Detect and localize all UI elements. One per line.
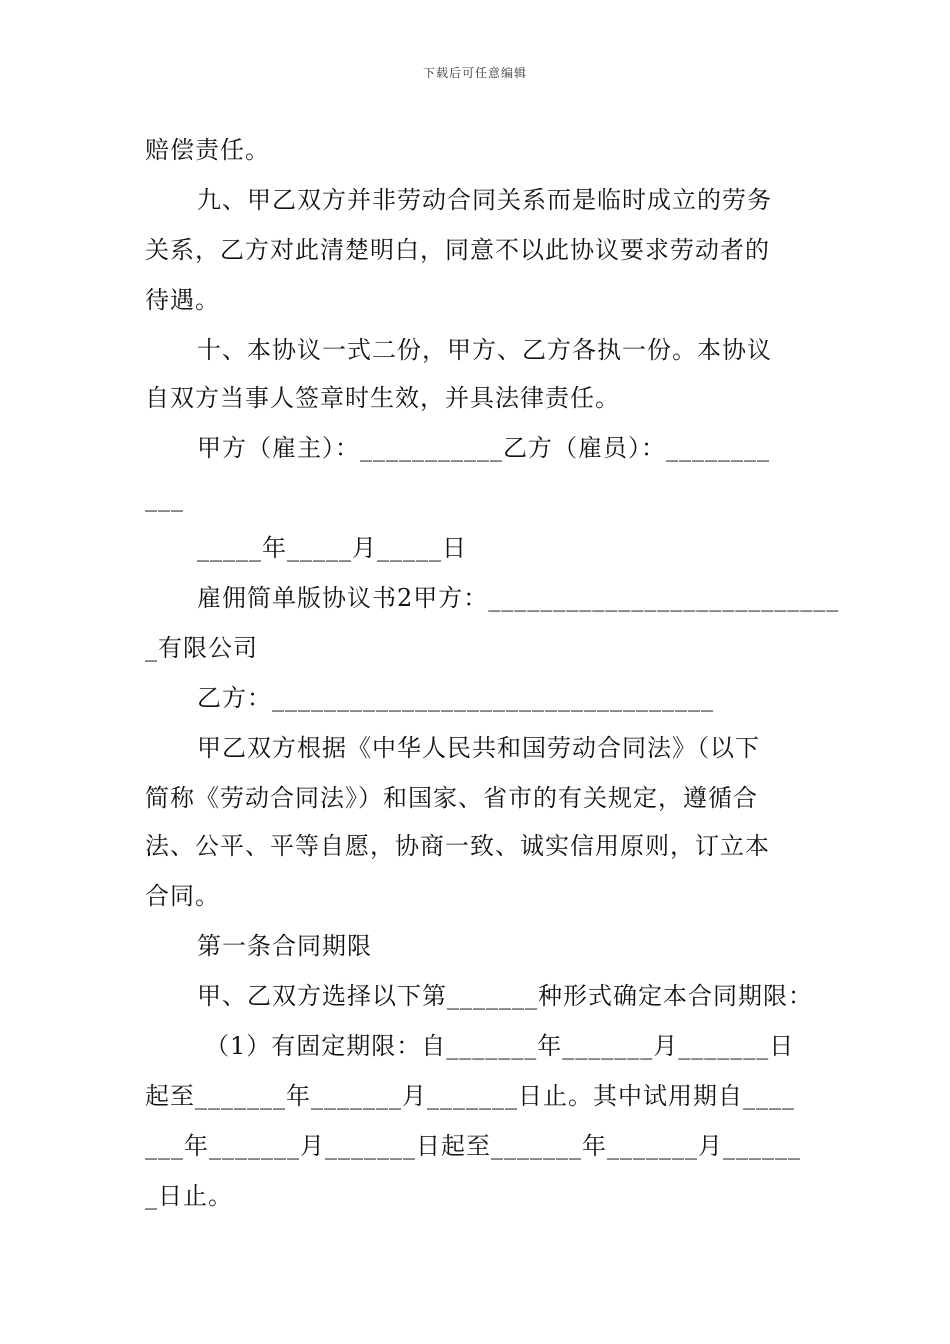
party-a-company-line: _有限公司 xyxy=(145,634,258,662)
agreement-title-line: 雇佣简单版协议书2甲方：___________________________ xyxy=(197,584,840,612)
term-selection-line: 甲、乙双方选择以下第_______种形式确定本合同期限： xyxy=(197,982,813,1010)
signature-line: 甲方（雇主）：___________乙方（雇员）：________ xyxy=(197,434,770,462)
fixed-term-line: （1）有固定期限：自_______年_______月_______日 xyxy=(205,1032,795,1060)
date-line: _____年_____月_____日 xyxy=(197,534,467,562)
page-header: 下载后可任意编辑 xyxy=(422,66,527,80)
clause-nine-line: 九、甲乙双方并非劳动合同关系而是临时成立的劳务 xyxy=(197,186,772,214)
paragraph-line: 法、公平、平等自愿，协商一致、诚实信用原则，订立本 xyxy=(145,832,770,860)
article-one-heading: 第一条合同期限 xyxy=(197,932,372,960)
paragraph-line: 合同。 xyxy=(145,882,220,910)
paragraph-line: 起至_______年_______月_______日止。其中试用期自____ xyxy=(145,1082,795,1110)
paragraph-line: 简称《劳动合同法》）和国家、省市的有关规定，遵循合 xyxy=(145,784,758,812)
preamble-line: 甲乙双方根据《中华人民共和国劳动合同法》（以下 xyxy=(197,734,760,762)
signature-line-continued: ___ xyxy=(145,484,184,512)
clause-ten-line: 十、本协议一式二份，甲方、乙方各执一份。本协议 xyxy=(197,336,772,364)
paragraph-line: 赔偿责任。 xyxy=(145,136,270,164)
paragraph-line: 自双方当事人签章时生效，并具法律责任。 xyxy=(145,384,620,412)
party-b-line: 乙方：__________________________________ xyxy=(197,684,714,712)
paragraph-line: 关系，乙方对此清楚明白，同意不以此协议要求劳动者的 xyxy=(145,236,770,264)
paragraph-line: ___年_______月_______日起至_______年_______月______ xyxy=(145,1132,801,1160)
paragraph-line: 待遇。 xyxy=(145,286,220,314)
paragraph-line: _日止。 xyxy=(145,1182,233,1210)
